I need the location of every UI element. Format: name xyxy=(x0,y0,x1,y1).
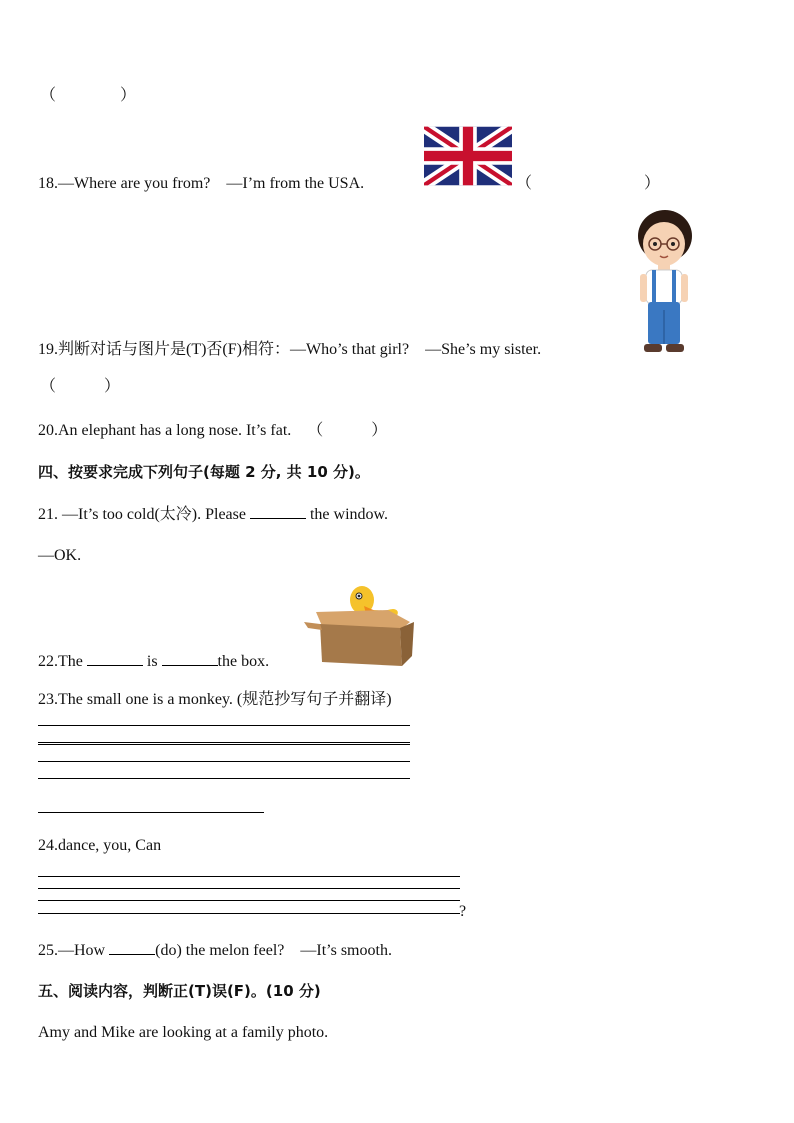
question-25-part1: 25.—How xyxy=(38,942,106,959)
question-22-part2: is xyxy=(146,653,158,670)
question-21-line xyxy=(38,504,388,525)
writing-line[interactable] xyxy=(38,742,410,743)
question-22-blank-1[interactable] xyxy=(87,651,143,666)
question-20-sentence: 20.An elephant has a long nose. It’s fat. xyxy=(38,422,292,439)
writing-line[interactable] xyxy=(38,761,410,762)
writing-line[interactable] xyxy=(38,900,460,901)
question-25-part2: (do) the melon feel? —It’s smooth. xyxy=(155,942,392,959)
duck-in-box-image xyxy=(302,582,416,668)
writing-line[interactable] xyxy=(38,888,460,889)
question-24-text: 24.dance, you, Can xyxy=(38,837,162,854)
question-22-part1: 22.The xyxy=(38,653,83,670)
translation-line[interactable] xyxy=(38,812,264,813)
question-21-reply: —OK. xyxy=(38,547,82,564)
boy-cartoon-image xyxy=(628,206,700,356)
question-22-part3: the box. xyxy=(217,653,270,670)
question-24-question-mark: ? xyxy=(459,903,467,920)
answer-parentheses-17: （ ） xyxy=(40,87,137,104)
reading-intro: Amy and Mike are looking at a family photo. xyxy=(38,1024,329,1041)
question-18-text: 18.—Where are you from? —I’m from the USA. xyxy=(38,175,365,192)
question-22-blank-2[interactable] xyxy=(162,651,218,666)
writing-line[interactable] xyxy=(38,725,410,726)
question-25-blank[interactable] xyxy=(109,940,155,955)
question-21-part1: 21. —It’s too cold(太冷). Please xyxy=(38,506,246,523)
writing-line[interactable] xyxy=(38,876,460,877)
section-5-title: 五、阅读内容，判断正(T)误(F)。(10 分) xyxy=(38,982,321,1000)
answer-parentheses-18: （ ） xyxy=(516,175,661,192)
writing-line[interactable] xyxy=(38,778,410,779)
answer-parentheses-19: （ ） xyxy=(40,378,121,395)
question-22-line xyxy=(38,651,269,672)
question-21-blank[interactable] xyxy=(250,504,306,519)
section-4-title: 四、按要求完成下列句子(每题 2 分, 共 10 分)。 xyxy=(38,463,370,481)
answer-parentheses-20: （ ） xyxy=(307,422,388,439)
question-19-text: 19.判断对话与图片是(T)否(F)相符：—Who’s that girl? —She’s my sister. xyxy=(38,341,542,358)
writing-line[interactable] xyxy=(38,913,460,914)
question-21-part2: the window. xyxy=(309,506,389,523)
writing-line[interactable] xyxy=(38,744,410,745)
question-23-text: 23.The small one is a monkey. (规范抄写句子并翻译) xyxy=(38,691,392,708)
question-20-text xyxy=(38,421,387,441)
uk-flag-image xyxy=(424,124,512,188)
question-25-line xyxy=(38,940,392,961)
